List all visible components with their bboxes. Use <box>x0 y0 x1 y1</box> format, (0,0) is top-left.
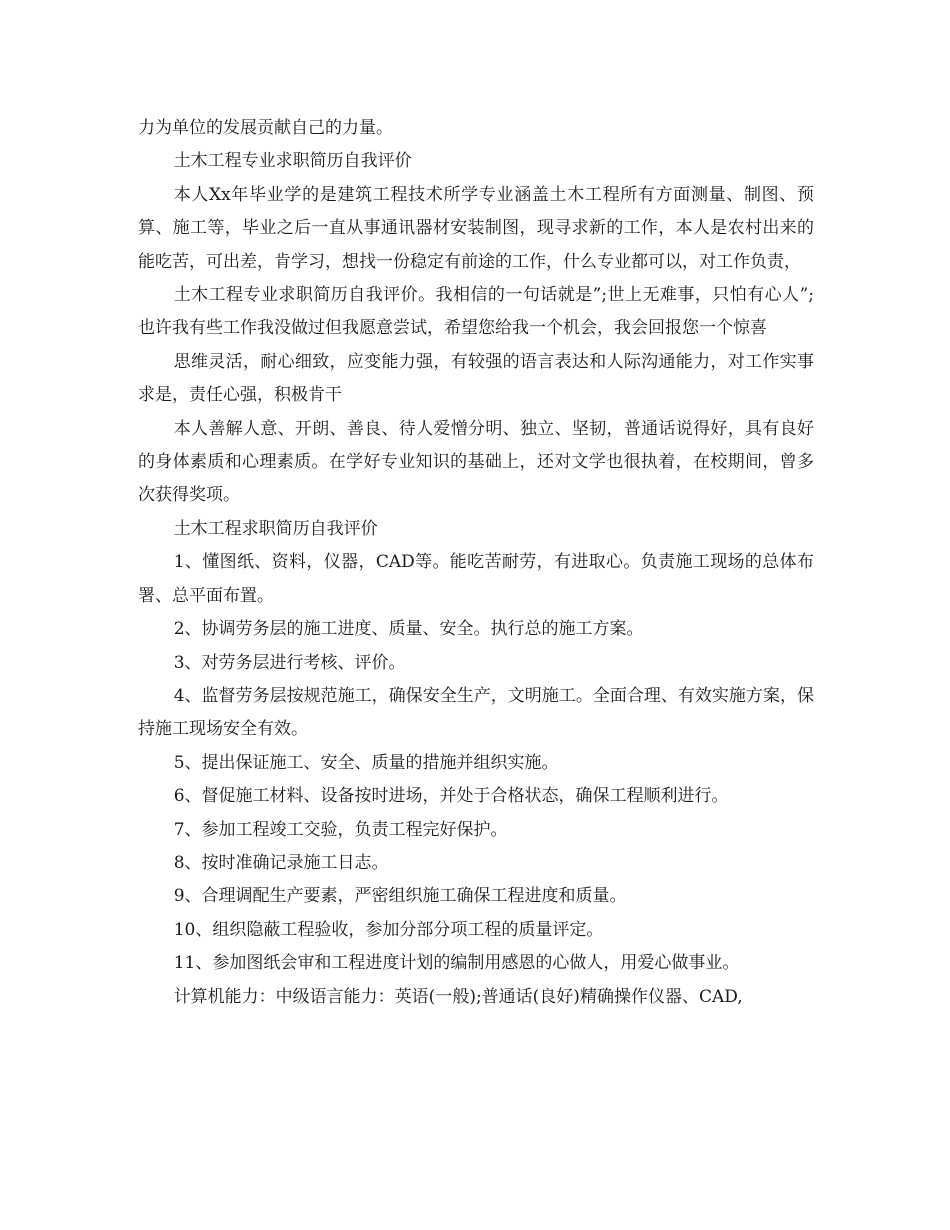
paragraph: 1、懂图纸、资料，仪器，CAD等。能吃苦耐劳，有进取心。负责施工现场的总体布署、总平面布置。 <box>138 552 814 606</box>
paragraph: 计算机能力：中级语言能力：英语(一般);普通话(良好)精确操作仪器、CAD, <box>173 986 743 1007</box>
paragraph: 9、合理调配生产要素，严密组织施工确保工程进度和质量。 <box>173 886 627 907</box>
paragraph: 2、协调劳务层的施工进度、质量、安全。执行总的施工方案。 <box>173 619 644 640</box>
paragraph: 土木工程专业求职简历自我评价。我相信的一句话就是”;世上无难事，只怕有心人”;也许我有些工作我没做过但我愿意尝试，希望您给我一个机会，我会回报您一个惊喜 <box>138 285 814 339</box>
paragraph: 11、参加图纸会审和工程进度计划的编制用感恩的心做人，用爱心做事业。 <box>173 953 740 974</box>
paragraph: 6、督促施工材料、设备按时进场，并处于合格状态，确保工程顺利进行。 <box>173 786 729 807</box>
paragraph: 力为单位的发展贡献自己的力量。 <box>138 118 393 138</box>
document-body <box>138 112 814 1014</box>
paragraph: 10、组织隐蔽工程验收，参加分部分项工程的质量评定。 <box>173 919 604 940</box>
paragraph: 本人Xx年毕业学的是建筑工程技术所学专业涵盖土木工程所有方面测量、制图、预算、施工等，毕业之后一直从事通讯器材安装制图，现寻求新的工作，本人是农村出来的能吃苦，可出差，肯学习，想找一份稳定有前途的工作，什么专业都可以，对工作负责， <box>138 184 814 272</box>
paragraph: 4、监督劳务层按规范施工，确保安全生产，文明施工。全面合理、有效实施方案，保持施工现场安全有效。 <box>138 685 814 740</box>
paragraph: 7、参加工程竣工交验，负责工程完好保护。 <box>173 819 508 840</box>
paragraph: 思维灵活，耐心细致，应变能力强，有较强的语言表达和人际沟通能力，对工作实事求是，责任心强，积极肯干 <box>138 351 814 406</box>
paragraph: 8、按时准确记录施工日志。 <box>173 852 389 873</box>
paragraph: 本人善解人意、开朗、善良、待人爱憎分明、独立、坚韧，普通话说得好，具有良好的身体素质和心理素质。在学好专业知识的基础上，还对文学也很执着，在校期间，曾多次获得奖项。 <box>138 418 814 506</box>
paragraph: 土木工程求职简历自我评价 <box>173 518 378 539</box>
paragraph: 土木工程专业求职简历自我评价 <box>173 151 412 172</box>
paragraph: 3、对劳务层进行考核、评价。 <box>173 652 406 673</box>
paragraph: 5、提出保证施工、安全、质量的措施并组织实施。 <box>173 752 559 773</box>
